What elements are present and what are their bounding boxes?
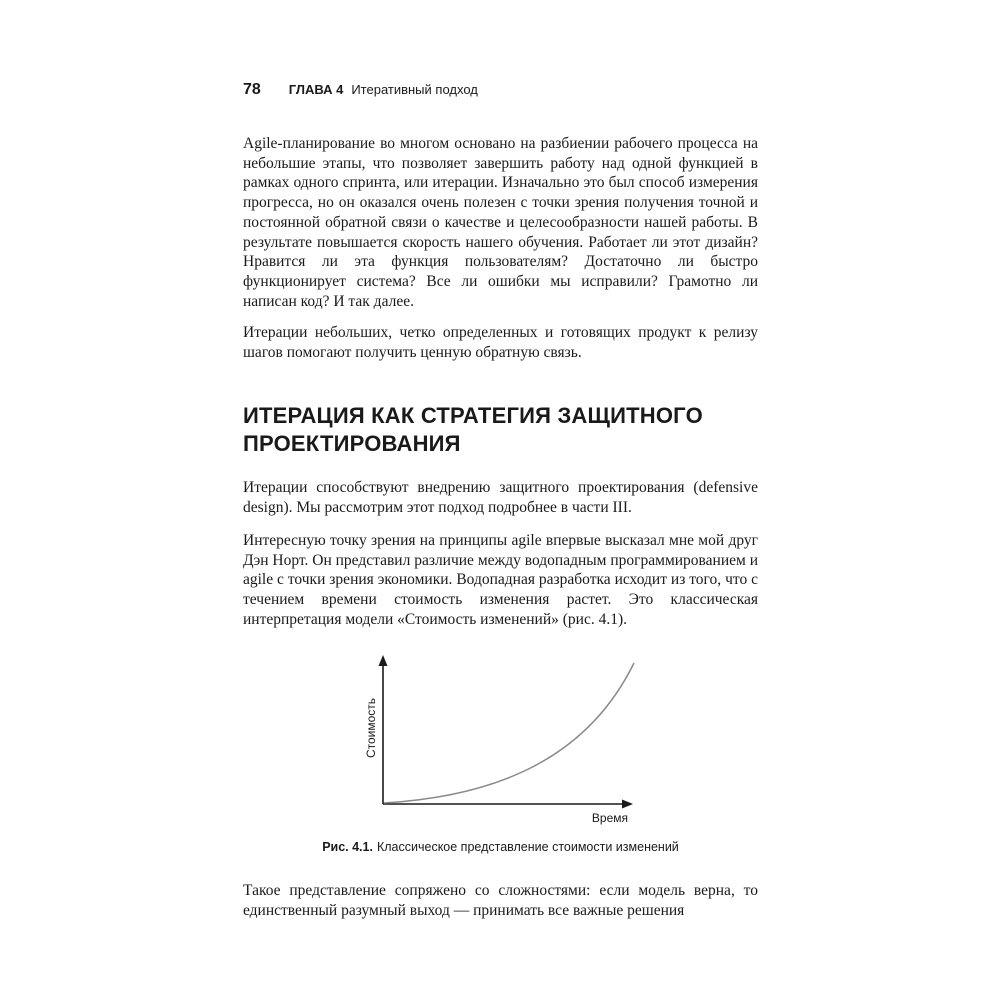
cost-curve <box>384 663 634 803</box>
y-axis-arrow <box>379 655 388 666</box>
figure-caption-label: Рис. 4.1. <box>322 840 373 854</box>
y-axis-label: Стоимость <box>364 697 378 759</box>
book-page <box>243 0 758 1000</box>
x-axis-arrow <box>622 800 633 809</box>
figure-caption <box>243 838 758 856</box>
page-number: 78 <box>243 81 261 98</box>
chapter-title: Итеративный подход <box>351 82 478 97</box>
paragraph-defensive-design: Итерации способствуют внедрению защитного проектирования (defensive design). Мы рассмотрим этот подход подробнее в части III. <box>243 479 758 516</box>
x-axis-label: Время <box>591 811 628 825</box>
paragraph-dan-north: Интересную точку зрения на принципы agile впервые высказал мне мой друг Дэн Норт. Он представил различие между водопадным программированием и agile с точки зрения экономики. Водопадная разработка исходит из того, что с течением времени стоимость изменения растет. Это классическая интерпретация модели «Стоимость изменений» (рис. 4.1). <box>243 532 758 628</box>
paragraph-agile-planning: Agile-планирование во многом основано на разбиении рабочего процесса на небольшие этапы, что позволяет завершить работу над одной функцией в рамках одного спринта, или итерации. Изначально это был способ измерения прогресса, но он оказался очень полезен с точки зрения получения точной и постоянной обратной связи о качестве и целесообразности нашей работы. В результате повышается скорость нашего обучения. Работает ли этот дизайн? Нравится ли эта функция пользователям? Достаточно ли быстро функционирует система? Все ли ошибки мы исправили? Грамотно ли написан код? И так далее. <box>243 135 758 310</box>
running-head <box>243 80 758 100</box>
cost-of-change-figure <box>363 652 763 832</box>
section-heading: ИТЕРАЦИЯ КАК СТРАТЕГИЯ ЗАЩИТНОГО ПРОЕКТИРОВАНИЯ <box>243 403 703 456</box>
paragraph-iterations-feedback: Итерации небольших, четко определенных и готовящих продукт к релизу шагов помогают получить ценную обратную связь. <box>243 324 758 361</box>
cost-of-change-diagram <box>363 652 763 832</box>
paragraph-model-complexity: Такое представление сопряжено со сложностями: если модель верна, то единственный разумный выход — принимать все важные решения <box>243 882 758 919</box>
figure-caption-text: Классическое представление стоимости изменений <box>376 840 679 854</box>
chapter-label: ГЛАВА 4 <box>288 82 344 97</box>
